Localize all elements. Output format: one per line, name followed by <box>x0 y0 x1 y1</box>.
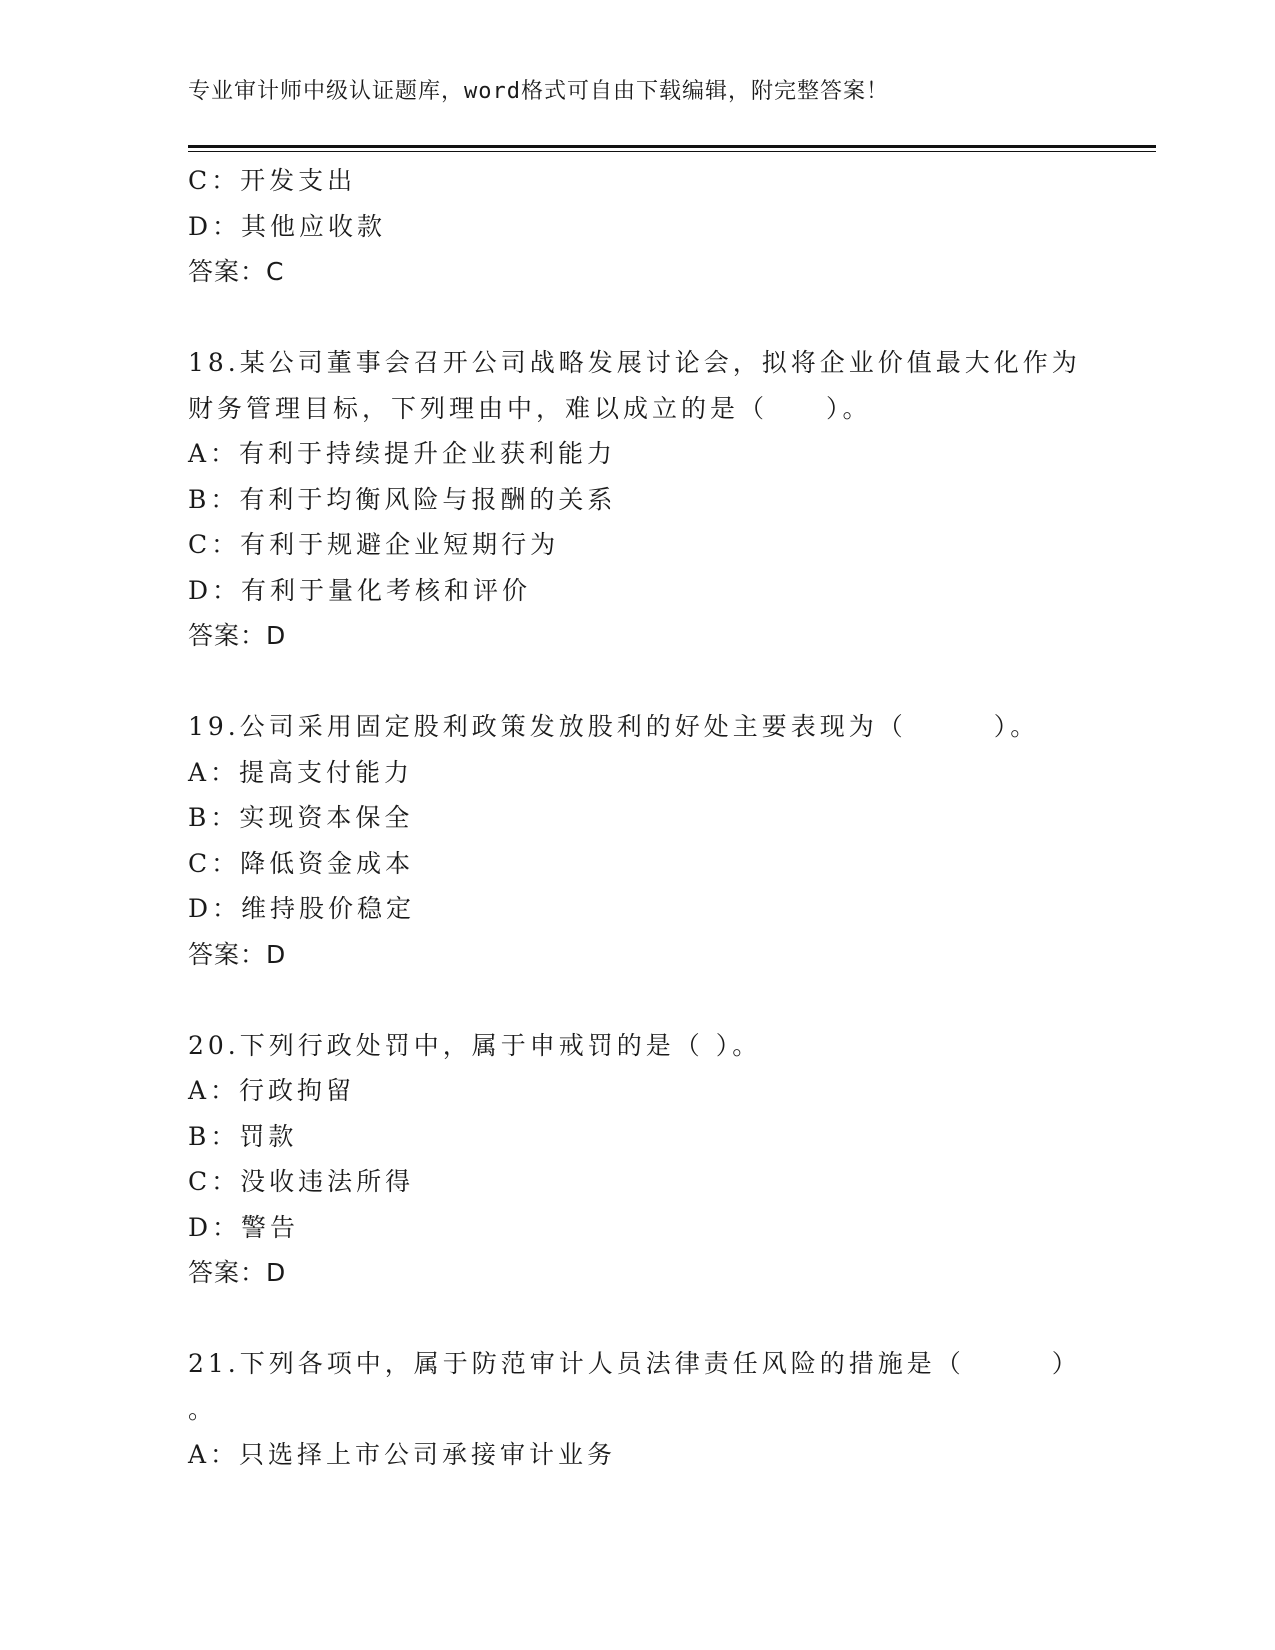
answer-line: 答案：D <box>188 621 287 650</box>
option-line: A：行政拘留 <box>188 1076 356 1105</box>
option-line: A：只选择上市公司承接审计业务 <box>188 1440 617 1469</box>
option-line: B：实现资本保全 <box>188 803 414 832</box>
option-line: C：没收违法所得 <box>188 1167 415 1196</box>
header-rule-thick <box>188 145 1156 148</box>
option-line: D：维持股价稳定 <box>188 894 416 923</box>
spacer <box>188 659 1088 705</box>
option-line: C：降低资金成本 <box>188 848 415 878</box>
answer-line: 答案：D <box>188 1258 287 1287</box>
question-line: 21.下列各项中，属于防范审计人员法律责任风险的措施是（ ） <box>188 1349 1081 1378</box>
document-body <box>188 158 1088 1478</box>
page-header: 专业审计师中级认证题库，word格式可自由下载编辑，附完整答案！ <box>188 79 889 104</box>
question-line: 20.下列行政处罚中，属于申戒罚的是（ ）。 <box>188 1030 762 1060</box>
question-line: 。 <box>188 1394 218 1424</box>
option-line: A：有利于持续提升企业获利能力 <box>188 439 617 468</box>
option-line: D：有利于量化考核和评价 <box>188 575 532 605</box>
option-line: D：警告 <box>188 1212 300 1242</box>
answer-line: 答案：D <box>188 939 287 969</box>
option-line: B：有利于均衡风险与报酬的关系 <box>188 484 617 514</box>
question-line: 18.某公司董事会召开公司战略发展讨论会，拟将企业价值最大化作为 <box>188 348 1081 377</box>
option-line: B：罚款 <box>188 1121 298 1151</box>
header-rule-thin <box>188 151 1156 152</box>
spacer <box>188 977 1088 1023</box>
option-line: C：开发支出 <box>188 166 357 195</box>
spacer <box>188 295 1088 341</box>
answer-line: 答案：C <box>188 257 285 286</box>
question-line: 19.公司采用固定股利政策发放股利的好处主要表现为（ ）。 <box>188 712 1040 741</box>
question-line: 财务管理目标，下列理由中，难以成立的是（ ）。 <box>188 393 872 423</box>
option-line: C：有利于规避企业短期行为 <box>188 530 560 559</box>
spacer <box>188 1296 1088 1342</box>
option-line: D：其他应收款 <box>188 211 387 241</box>
option-line: A：提高支付能力 <box>188 757 414 787</box>
